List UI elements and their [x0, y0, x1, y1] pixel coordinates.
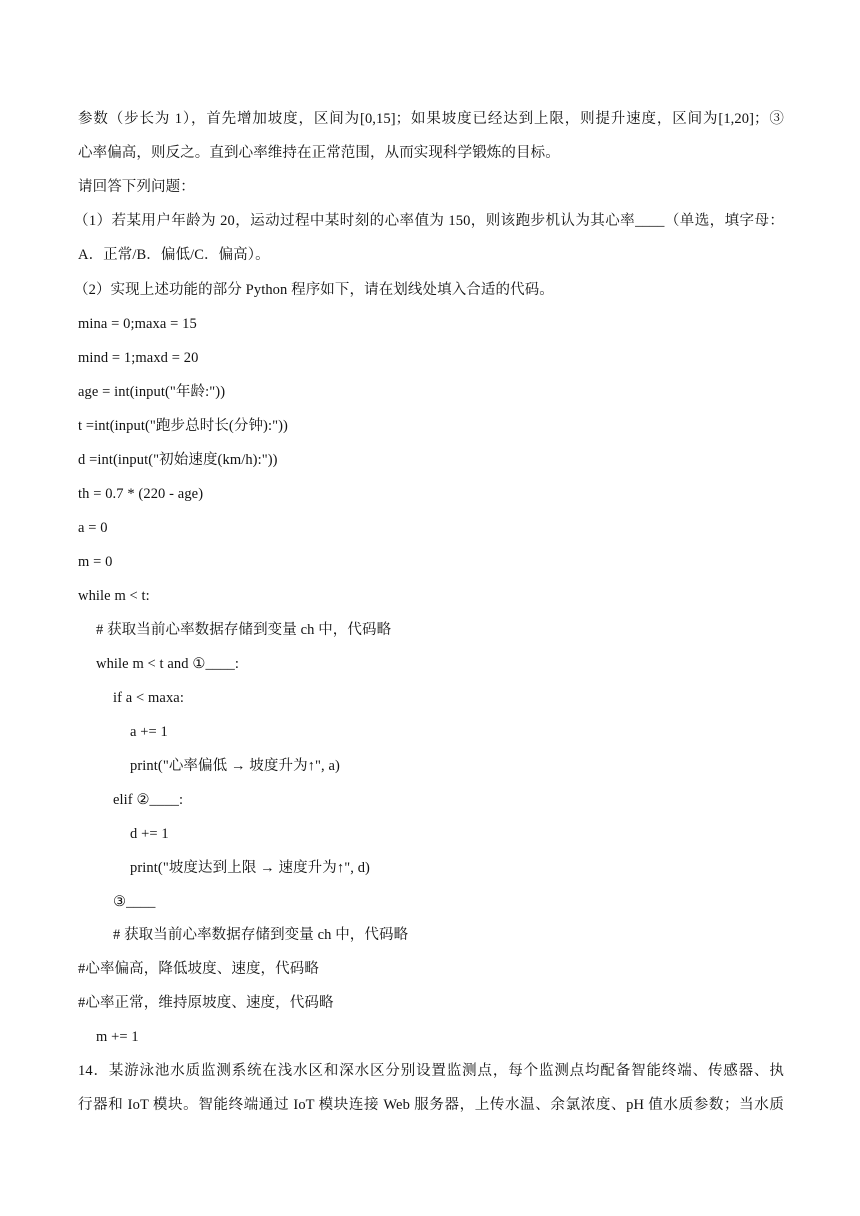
code-comment: # 获取当前心率数据存储到变量 ch 中，代码略 [113, 927, 409, 943]
instruction-line: 请回答下列问题： [78, 179, 195, 195]
code-line: print("心率偏低 → 坡度升为↑", a) [130, 758, 340, 774]
question-2-line: （2）实现上述功能的部分 Python 程序如下，请在划线处填入合适的代码。 [74, 282, 554, 298]
code-line: while m < t and ①____: [96, 656, 239, 672]
code-line: th = 0.7 * (220 - age) [78, 486, 204, 502]
code-line: age = int(input("年龄:")) [78, 384, 226, 400]
question-1-line: （1）若某用户年龄为 20，运动过程中某时刻的心率值为 150，则该跑步机认为其心率____（单选，填字母： [74, 213, 784, 229]
code-line: mina = 0;maxa = 15 [78, 316, 197, 332]
code-line: if a < maxa: [113, 690, 184, 706]
code-line: a += 1 [130, 724, 168, 740]
paragraph-line: 心率偏高，则反之。直到心率维持在正常范围，从而实现科学锻炼的目标。 [78, 145, 560, 161]
code-blank-3: ③____ [113, 894, 156, 910]
code-line: mind = 1;maxd = 20 [78, 350, 199, 366]
code-line: d =int(input("初始速度(km/h):")) [78, 452, 278, 468]
code-line: t =int(input("跑步总时长(分钟):")) [78, 418, 288, 434]
question-14-line: 14．某游泳池水质监测系统在浅水区和深水区分别设置监测点，每个监测点均配备智能终端、传感器、执 [78, 1063, 784, 1079]
code-line: while m < t: [78, 588, 150, 604]
code-line: elif ②____: [113, 792, 184, 808]
question-1-options: A．正常/B．偏低/C．偏高）。 [78, 247, 270, 263]
code-comment: #心率正常，维持原坡度、速度，代码略 [78, 995, 334, 1011]
code-line: m = 0 [78, 554, 113, 570]
code-line: print("坡度达到上限 → 速度升为↑", d) [130, 860, 370, 876]
code-line: d += 1 [130, 826, 169, 842]
code-line: m += 1 [96, 1029, 139, 1045]
code-comment: #心率偏高，降低坡度、速度，代码略 [78, 961, 319, 977]
code-line: a = 0 [78, 520, 108, 536]
question-14-line: 行器和 IoT 模块。智能终端通过 IoT 模块连接 Web 服务器，上传水温、余氯浓度、pH 值水质参数；当水质 [78, 1097, 784, 1113]
paragraph-line: 参数（步长为 1），首先增加坡度，区间为[0,15]；如果坡度已经达到上限，则提升速度，区间为[1,20]；③ [78, 111, 784, 127]
code-comment: # 获取当前心率数据存储到变量 ch 中，代码略 [96, 622, 392, 638]
